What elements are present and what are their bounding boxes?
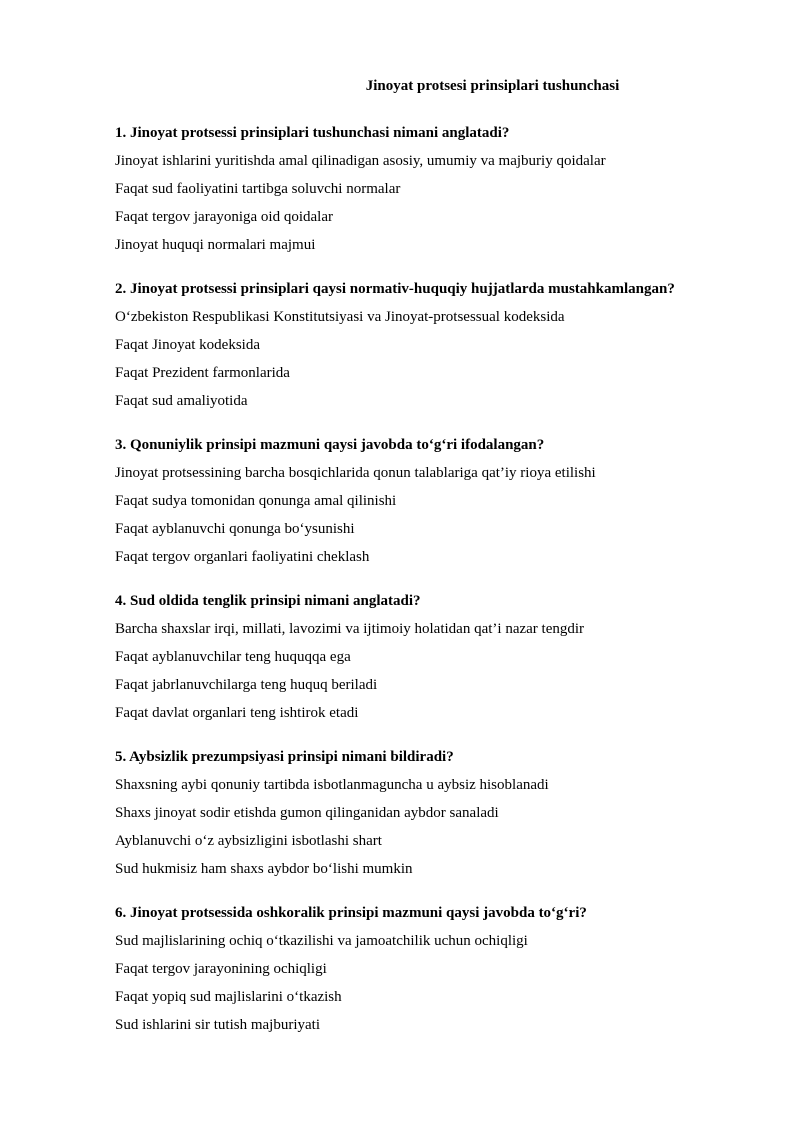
question-text: 6. Jinoyat protsessida oshkoralik prinsipi mazmuni qaysi javobda to‘g‘ri? [115,905,587,921]
answer-option: Shaxs jinoyat sodir etishda gumon qilinganidan aybdor sanaladi [115,805,499,821]
answer-option: Faqat sudya tomonidan qonunga amal qilinishi [115,493,397,509]
question-4 [115,590,760,724]
answer-option: Faqat sud amaliyotida [115,393,248,409]
answer-option: Jinoyat huquqi normalari majmui [115,237,316,253]
answer-option: Faqat sud faoliyatini tartibga soluvchi normalar [115,181,401,197]
answer-option: Faqat davlat organlari teng ishtirok etadi [115,705,359,721]
answer-option: Faqat tergov organlari faoliyatini cheklash [115,549,370,565]
answer-option: Jinoyat protsessining barcha bosqichlarida qonun talablariga qat’iy rioya etilishi [115,465,596,481]
answer-option: Barcha shaxslar irqi, millati, lavozimi va ijtimoiy holatidan qat’i nazar tengdir [115,621,585,637]
question-text: 5. Aybsizlik prezumpsiyasi prinsipi nimani bildiradi? [115,749,454,765]
question-6 [115,902,760,1036]
document-title: Jinoyat protsesi prinsiplari tushunchasi [365,78,620,94]
answer-option: Faqat ayblanuvchi qonunga bo‘ysunishi [115,521,355,537]
answer-option: Sud ishlarini sir tutish majburiyati [115,1017,320,1033]
answer-option: Faqat tergov jarayonining ochiqligi [115,961,327,977]
answer-option: Faqat Prezident farmonlarida [115,365,290,381]
answer-option: Faqat ayblanuvchilar teng huquqqa ega [115,649,351,665]
answer-option: Ayblanuvchi o‘z aybsizligini isbotlashi shart [115,833,382,849]
answer-option: Jinoyat ishlarini yuritishda amal qilinadigan asosiy, umumiy va majburiy qoidalar [115,153,606,169]
question-2 [115,278,760,412]
question-text: 3. Qonuniylik prinsipi mazmuni qaysi javobda to‘g‘ri ifodalangan? [115,437,545,453]
answer-option: Faqat jabrlanuvchilarga teng huquq beriladi [115,677,378,693]
question-1 [115,122,760,256]
answer-option: Faqat Jinoyat kodeksida [115,337,260,353]
answer-option: Faqat yopiq sud majlislarini o‘tkazish [115,989,342,1005]
question-3 [115,434,760,568]
question-text: 4. Sud oldida tenglik prinsipi nimani anglatadi? [115,593,421,609]
question-5 [115,746,760,880]
answer-option: Sud majlislarining ochiq o‘tkazilishi va jamoatchilik uchun ochiqligi [115,933,528,949]
question-text: 1. Jinoyat protsessi prinsiplari tushunchasi nimani anglatadi? [115,125,510,141]
answer-option: Sud hukmisiz ham shaxs aybdor bo‘lishi mumkin [115,861,413,877]
answer-option: O‘zbekiston Respublikasi Konstitutsiyasi va Jinoyat-protsessual kodeksida [115,309,565,325]
question-text: 2. Jinoyat protsessi prinsiplari qaysi normativ-huquqiy hujjatlarda mustahkamlangan? [115,281,675,297]
answer-option: Faqat tergov jarayoniga oid qoidalar [115,209,333,225]
answer-option: Shaxsning aybi qonuniy tartibda isbotlanmaguncha u aybsiz hisoblanadi [115,777,549,793]
